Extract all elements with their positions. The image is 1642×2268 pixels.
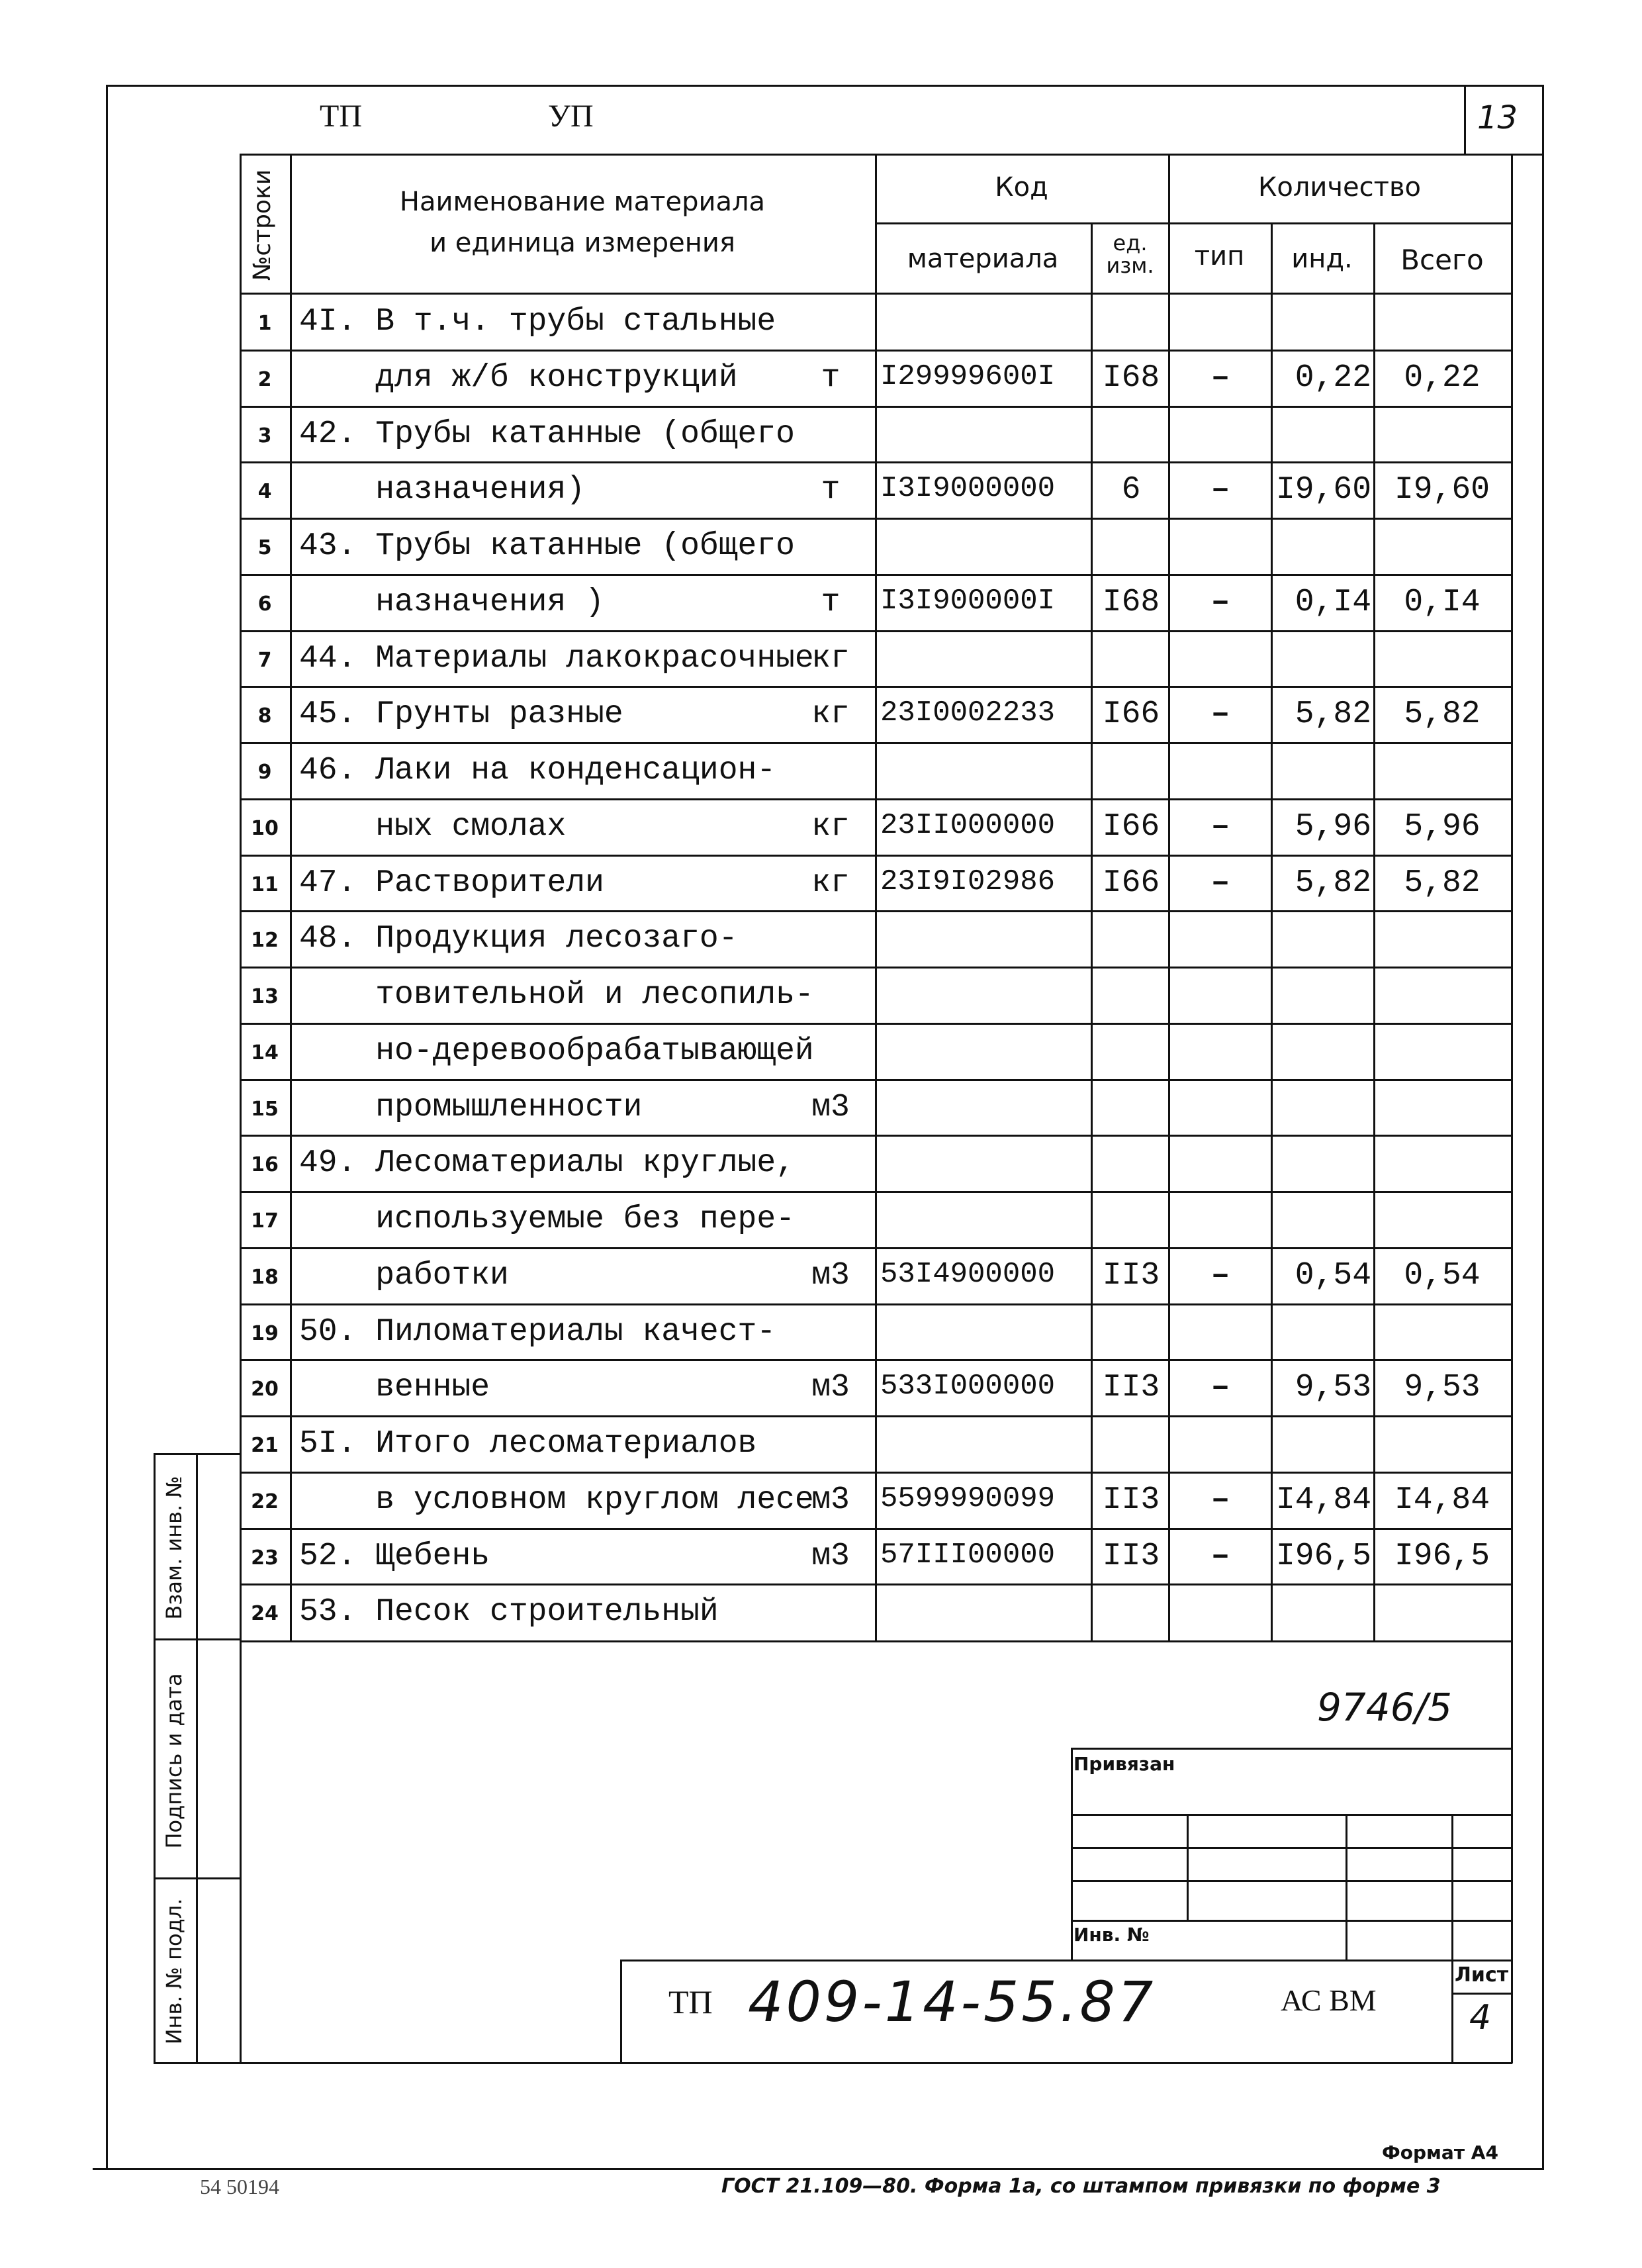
privyazan-label: Привязан bbox=[1073, 1753, 1175, 1775]
unit-of-measure: т bbox=[821, 360, 841, 396]
title-tp: ТП bbox=[668, 1983, 713, 2020]
qty-total: 0,I4 bbox=[1404, 585, 1481, 620]
row-number: 21 bbox=[251, 1434, 279, 1457]
material-name: 43. Трубы катанные (общего bbox=[299, 528, 795, 564]
material-code: 5599990099 bbox=[880, 1482, 1056, 1515]
qty-individual: 5,82 bbox=[1295, 696, 1371, 732]
qty-total: 5,82 bbox=[1404, 696, 1481, 732]
material-code: 53I4900000 bbox=[880, 1258, 1056, 1291]
qty-type: – bbox=[1210, 1482, 1230, 1518]
row-number: 12 bbox=[251, 929, 279, 952]
qty-total: I9,60 bbox=[1394, 472, 1490, 508]
unit-code: II3 bbox=[1102, 1482, 1160, 1518]
qty-type: – bbox=[1210, 585, 1230, 620]
row-divider bbox=[240, 1415, 1512, 1417]
handwritten-number: 9746/5 bbox=[1317, 1685, 1453, 1730]
archive-number: 54 50194 bbox=[200, 2175, 279, 2198]
material-code: 57III00000 bbox=[880, 1538, 1056, 1572]
unit-of-measure: т bbox=[821, 472, 841, 508]
qty-individual: 0,22 bbox=[1295, 360, 1371, 396]
row-divider bbox=[240, 461, 1512, 463]
unit-of-measure: м3 bbox=[811, 1370, 850, 1405]
row-number: 15 bbox=[251, 1098, 279, 1121]
row-number: 1 bbox=[257, 312, 272, 335]
vzam-inv-label: Взам. инв. № bbox=[161, 1476, 187, 1620]
material-name: 4I. В т.ч. трубы стальные bbox=[299, 304, 776, 340]
material-code: I3I9000000 bbox=[880, 472, 1056, 505]
row-divider bbox=[240, 1359, 1512, 1361]
material-name: 53. Песок строительный bbox=[299, 1594, 719, 1630]
qty-individual: I4,84 bbox=[1275, 1482, 1371, 1518]
material-name: 49. Лесоматериалы круглые, bbox=[299, 1145, 795, 1181]
tp-label: ТП bbox=[320, 99, 362, 134]
row-divider bbox=[240, 1472, 1512, 1474]
material-name: 46. Лаки на конденсацион- bbox=[299, 753, 776, 788]
col-qty-ind-header: инд. bbox=[1291, 244, 1353, 274]
material-name: промышленности bbox=[299, 1090, 643, 1125]
qty-total: I96,5 bbox=[1394, 1538, 1490, 1574]
col-name-header-line2: и единица измерения bbox=[430, 228, 735, 258]
row-divider bbox=[240, 798, 1512, 800]
qty-total: 5,96 bbox=[1404, 809, 1481, 845]
col-qty-type-header: тип bbox=[1194, 241, 1245, 271]
qty-individual: I9,60 bbox=[1275, 472, 1371, 508]
unit-of-measure: кг bbox=[811, 696, 850, 732]
qty-individual: 5,96 bbox=[1295, 809, 1371, 845]
row-number: 17 bbox=[251, 1209, 279, 1233]
row-number: 22 bbox=[251, 1490, 279, 1513]
qty-type: – bbox=[1210, 1258, 1230, 1294]
unit-of-measure: м3 bbox=[811, 1258, 850, 1294]
material-name: венные bbox=[299, 1370, 490, 1405]
col-row-number-header: №строки bbox=[249, 169, 276, 281]
material-name: 50. Пиломатериалы качест- bbox=[299, 1314, 776, 1350]
material-name: работки bbox=[299, 1258, 509, 1294]
row-divider bbox=[240, 1247, 1512, 1249]
qty-individual: 5,82 bbox=[1295, 865, 1371, 901]
row-number: 8 bbox=[257, 704, 272, 728]
doc-number: 409-14-55.87 bbox=[748, 1969, 1156, 2034]
unit-code: II3 bbox=[1102, 1538, 1160, 1574]
material-name: для ж/б конструкций bbox=[299, 360, 738, 396]
unit-code: 6 bbox=[1121, 472, 1141, 508]
row-divider bbox=[240, 910, 1512, 912]
material-name: 47. Растворители bbox=[299, 865, 604, 901]
material-name: 5I. Итого лесоматериалов bbox=[299, 1426, 757, 1462]
material-code: 23I0002233 bbox=[880, 696, 1056, 730]
row-divider bbox=[240, 967, 1512, 969]
qty-type: – bbox=[1210, 472, 1230, 508]
unit-of-measure: кг bbox=[811, 641, 850, 677]
row-number: 20 bbox=[251, 1378, 279, 1401]
material-name: ных смолах bbox=[299, 809, 567, 845]
row-number: 14 bbox=[251, 1041, 279, 1064]
row-divider bbox=[240, 855, 1512, 857]
row-divider bbox=[240, 350, 1512, 352]
unit-code: I66 bbox=[1102, 809, 1160, 845]
up-label: УП bbox=[548, 99, 594, 134]
qty-total: 0,22 bbox=[1404, 360, 1481, 396]
row-number: 13 bbox=[251, 985, 279, 1008]
unit-code: II3 bbox=[1102, 1370, 1160, 1405]
material-name: 48. Продукция лесозаго- bbox=[299, 921, 738, 957]
row-number: 6 bbox=[257, 592, 272, 616]
qty-type: – bbox=[1210, 809, 1230, 845]
material-name: 44. Материалы лакокрасочные bbox=[299, 641, 814, 677]
podpis-data-label: Подпись и дата bbox=[161, 1673, 187, 1849]
row-number: 24 bbox=[251, 1602, 279, 1625]
row-divider bbox=[240, 630, 1512, 632]
unit-of-measure: м3 bbox=[811, 1538, 850, 1574]
material-code: 23II000000 bbox=[880, 809, 1056, 842]
row-number: 10 bbox=[251, 817, 279, 840]
qty-type: – bbox=[1210, 696, 1230, 732]
row-divider bbox=[240, 1023, 1512, 1025]
material-name: 52. Щебень bbox=[299, 1538, 490, 1574]
doc-mark: АС ВМ bbox=[1281, 1983, 1377, 2017]
row-number: 9 bbox=[257, 761, 272, 784]
col-code-material-header: материала bbox=[907, 244, 1059, 274]
qty-type: – bbox=[1210, 1370, 1230, 1405]
material-name: используемые без пере- bbox=[299, 1202, 795, 1237]
row-divider bbox=[240, 406, 1512, 408]
col-qty-total-header: Всего bbox=[1400, 244, 1484, 276]
material-name: назначения ) bbox=[299, 585, 604, 620]
col-name-header-line1: Наименование материала bbox=[399, 187, 766, 217]
material-code: 533I000000 bbox=[880, 1370, 1056, 1403]
material-name: 45. Грунты разные bbox=[299, 696, 623, 732]
row-divider bbox=[240, 518, 1512, 520]
row-divider bbox=[240, 1303, 1512, 1305]
gost-label: ГОСТ 21.109—80. Форма 1а, со штампом привязки по форме 3 bbox=[721, 2175, 1441, 2198]
inv-no-label: Инв. № bbox=[1073, 1924, 1150, 1946]
material-code: I29999600I bbox=[880, 360, 1056, 393]
material-name: но-деревообрабатывающей bbox=[299, 1033, 814, 1069]
unit-of-measure: т bbox=[821, 585, 841, 620]
row-number: 7 bbox=[257, 649, 272, 672]
format-label: Формат А4 bbox=[1382, 2142, 1498, 2163]
unit-of-measure: м3 bbox=[811, 1482, 850, 1518]
row-number: 23 bbox=[251, 1546, 279, 1570]
qty-type: – bbox=[1210, 360, 1230, 396]
qty-total: I4,84 bbox=[1394, 1482, 1490, 1518]
material-name: назначения) bbox=[299, 472, 586, 508]
unit-of-measure: м3 bbox=[811, 1090, 850, 1125]
row-number: 18 bbox=[251, 1266, 279, 1289]
unit-of-measure: кг bbox=[811, 865, 850, 901]
sheet-label: Лист bbox=[1455, 1963, 1509, 1987]
sheet-number: 4 bbox=[1469, 1998, 1492, 2038]
row-number: 2 bbox=[257, 368, 272, 391]
row-divider bbox=[240, 1079, 1512, 1081]
row-divider bbox=[240, 1135, 1512, 1137]
inv-podl-label: Инв. № подл. bbox=[161, 1898, 187, 2045]
row-number: 16 bbox=[251, 1153, 279, 1176]
col-quantity-header: Количество bbox=[1257, 172, 1421, 203]
unit-code: II3 bbox=[1102, 1258, 1160, 1294]
row-number: 5 bbox=[257, 536, 272, 559]
row-divider bbox=[240, 1191, 1512, 1193]
row-divider bbox=[240, 686, 1512, 688]
row-number: 3 bbox=[257, 424, 272, 448]
row-number: 4 bbox=[257, 480, 272, 503]
unit-code: I68 bbox=[1102, 360, 1160, 396]
unit-code: I66 bbox=[1102, 865, 1160, 901]
material-name: товительной и лесопиль- bbox=[299, 977, 814, 1013]
row-divider bbox=[240, 574, 1512, 576]
qty-individual: I96,5 bbox=[1275, 1538, 1371, 1574]
qty-total: 9,53 bbox=[1404, 1370, 1481, 1405]
material-code: I3I900000I bbox=[880, 585, 1056, 618]
unit-code: I68 bbox=[1102, 585, 1160, 620]
unit-of-measure: кг bbox=[811, 809, 850, 845]
row-divider bbox=[240, 742, 1512, 744]
row-number: 19 bbox=[251, 1322, 279, 1345]
unit-code: I66 bbox=[1102, 696, 1160, 732]
qty-total: 0,54 bbox=[1404, 1258, 1481, 1294]
qty-total: 5,82 bbox=[1404, 865, 1481, 901]
row-number: 11 bbox=[251, 873, 279, 896]
qty-individual: 0,54 bbox=[1295, 1258, 1371, 1294]
qty-type: – bbox=[1210, 865, 1230, 901]
row-divider bbox=[240, 1583, 1512, 1585]
row-divider bbox=[240, 1528, 1512, 1530]
qty-individual: 0,I4 bbox=[1295, 585, 1371, 620]
page-corner-number: 13 bbox=[1477, 99, 1518, 136]
qty-type: – bbox=[1210, 1538, 1230, 1574]
material-code: 23I9I02986 bbox=[880, 865, 1056, 898]
col-code-unit-header: ед. изм. bbox=[1106, 230, 1154, 278]
material-name: 42. Трубы катанные (общего bbox=[299, 416, 795, 452]
material-name: в условном круглом лесе bbox=[299, 1482, 814, 1518]
qty-individual: 9,53 bbox=[1295, 1370, 1371, 1405]
col-code-header: Код bbox=[995, 172, 1048, 203]
